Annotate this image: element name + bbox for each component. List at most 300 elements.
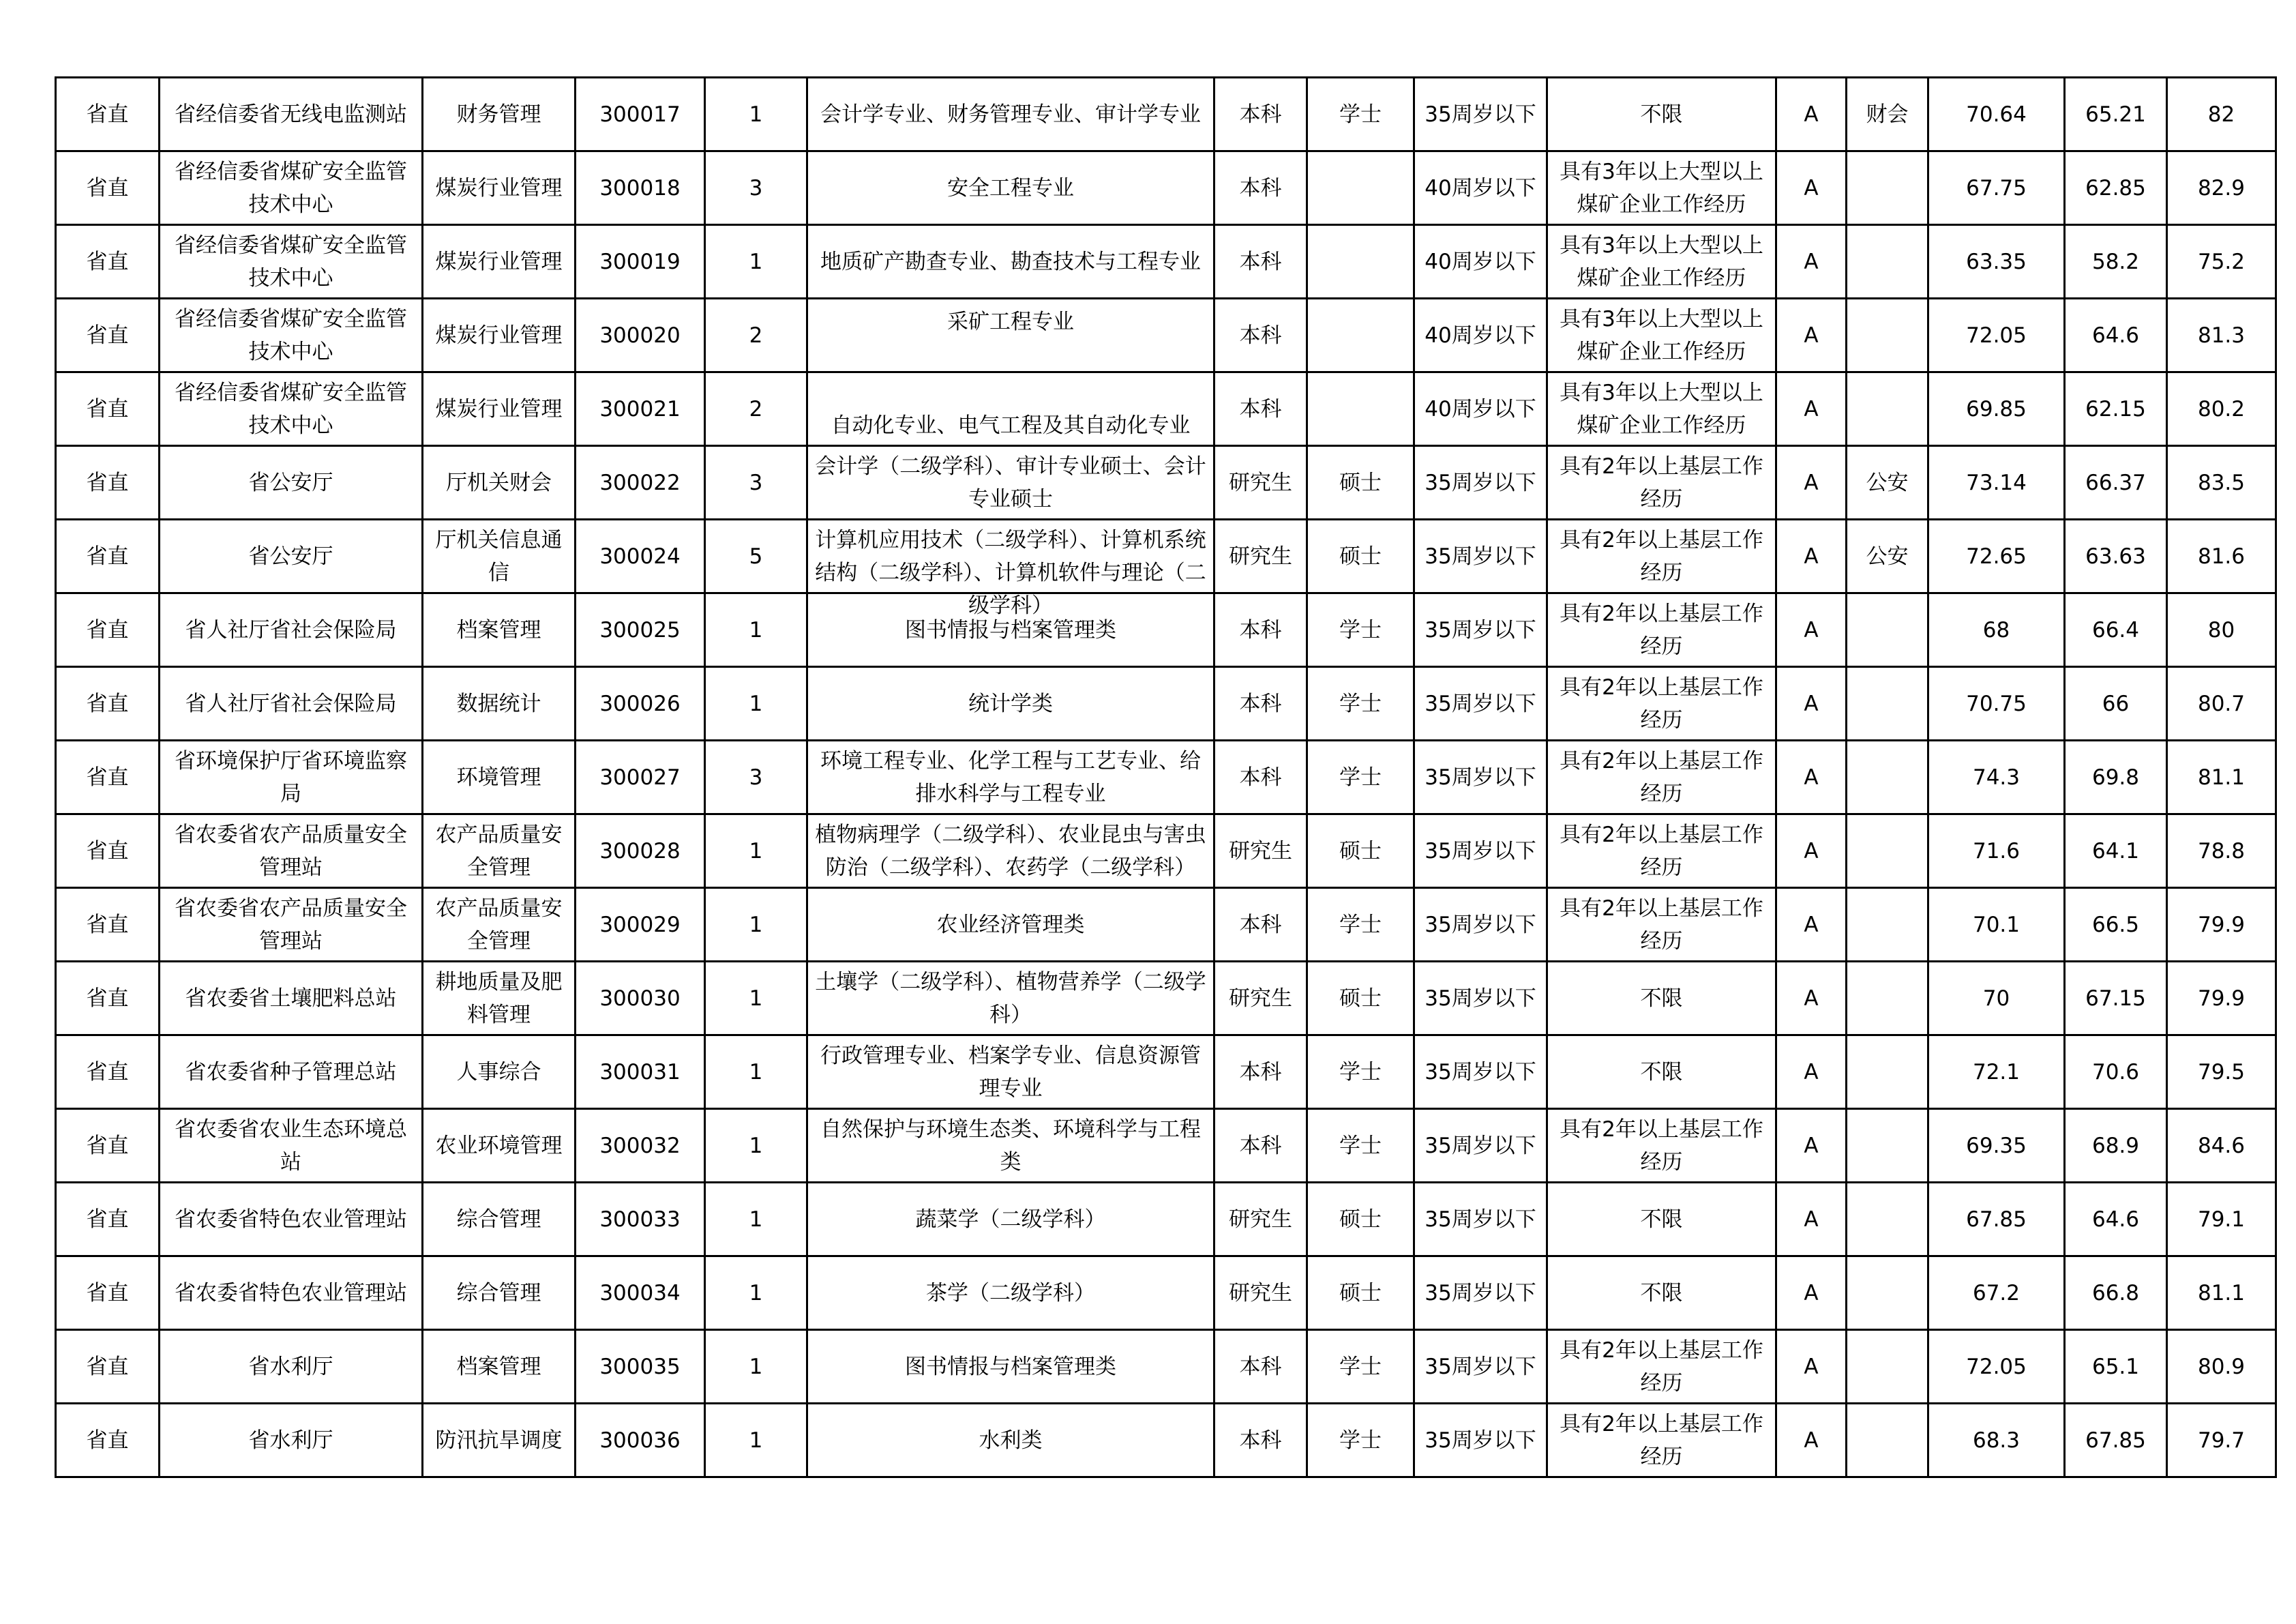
position-cell: [423, 1330, 576, 1404]
position-code-cell-text: 300017: [599, 102, 681, 127]
education-cell: [1214, 1109, 1307, 1183]
age-cell-text: 40周岁以下: [1425, 396, 1536, 422]
score-1-cell-text: 68.3: [1972, 1428, 2021, 1453]
major-cell: [807, 78, 1214, 151]
level-cell-text: 省直: [86, 912, 129, 937]
experience-cell: [1547, 1183, 1776, 1256]
score-1-cell: [1928, 151, 2065, 225]
special-cell: [1847, 1404, 1928, 1477]
degree-cell: [1307, 814, 1414, 888]
score-2-cell-text: 58.2: [2091, 249, 2140, 274]
special-cell: [1847, 225, 1928, 299]
degree-cell-text: 学士: [1339, 1059, 1382, 1084]
position-cell-text: 煤炭行业管理: [435, 396, 563, 422]
position-code-cell-text: 300028: [599, 838, 681, 863]
degree-cell: [1307, 741, 1414, 814]
category-cell-text: A: [1804, 1207, 1819, 1232]
table-row: [56, 1183, 2276, 1256]
score-1-cell-text: 72.1: [1972, 1059, 2021, 1084]
score-3-cell: [2167, 1183, 2276, 1256]
position-cell: [423, 888, 576, 962]
score-2-cell-text: 66.37: [2085, 470, 2146, 495]
hire-count-cell: [705, 667, 807, 741]
degree-cell-text: 硕士: [1339, 470, 1382, 495]
major-cell: [807, 741, 1214, 814]
experience-cell: [1547, 151, 1776, 225]
level-cell: [56, 1183, 160, 1256]
unit-cell-text: 省农委省特色农业管理站: [175, 1280, 407, 1305]
hire-count-cell-text: 1: [749, 691, 763, 716]
degree-cell: [1307, 520, 1414, 593]
age-cell-text: 35周岁以下: [1425, 470, 1536, 495]
position-code-cell: [576, 446, 705, 520]
score-1-cell: [1928, 1035, 2065, 1109]
score-1-cell-text: 72.65: [1966, 544, 2027, 569]
category-cell: [1776, 1183, 1847, 1256]
score-3-cell: [2167, 1256, 2276, 1330]
level-cell: [56, 667, 160, 741]
unit-cell-text: 省水利厅: [248, 1428, 333, 1453]
hire-count-cell-text: 1: [749, 249, 763, 274]
level-cell: [56, 299, 160, 372]
category-cell-text: A: [1804, 691, 1819, 716]
education-cell-text: 研究生: [1229, 470, 1292, 495]
unit-cell-text: 省农委省农产品质量安全管理站: [175, 896, 407, 954]
age-cell: [1414, 741, 1547, 814]
experience-cell-text: 不限: [1640, 986, 1683, 1011]
position-cell: [423, 667, 576, 741]
education-cell-text: 本科: [1239, 691, 1282, 716]
hire-count-cell: [705, 1404, 807, 1477]
table-row: [56, 372, 2276, 446]
position-cell-text: 数据统计: [456, 691, 541, 716]
major-cell-text: 环境工程专业、化学工程与工艺专业、给排水科学与工程专业: [820, 748, 1201, 806]
score-2-cell: [2065, 1109, 2167, 1183]
position-cell-text: 综合管理: [456, 1207, 541, 1232]
unit-cell: [160, 814, 423, 888]
score-1-cell-text: 72.05: [1966, 323, 2027, 348]
major-cell-text: 茶学（二级学科）: [926, 1280, 1095, 1305]
score-3-cell: [2167, 814, 2276, 888]
position-cell-text: 档案管理: [456, 1354, 541, 1379]
education-cell: [1214, 593, 1307, 667]
score-1-cell-text: 74.3: [1972, 765, 2021, 790]
score-2-cell-text: 64.1: [2091, 838, 2140, 863]
score-1-cell-text: 72.05: [1966, 1354, 2027, 1379]
degree-cell-text: 硕士: [1339, 1207, 1382, 1232]
position-cell: [423, 520, 576, 593]
score-3-cell: [2167, 225, 2276, 299]
degree-cell: [1307, 1183, 1414, 1256]
table-row: [56, 1109, 2276, 1183]
level-cell: [56, 446, 160, 520]
position-code-cell-text: 300026: [599, 691, 681, 716]
category-cell: [1776, 446, 1847, 520]
position-cell: [423, 1183, 576, 1256]
score-2-cell-text: 62.85: [2085, 175, 2146, 201]
category-cell: [1776, 225, 1847, 299]
hire-count-cell: [705, 78, 807, 151]
position-code-cell-text: 300033: [599, 1207, 681, 1232]
table-row: [56, 593, 2276, 667]
age-cell: [1414, 225, 1547, 299]
table-row: [56, 1035, 2276, 1109]
major-cell-text: 采矿工程专业: [947, 309, 1074, 334]
education-cell-text: 本科: [1239, 1133, 1282, 1158]
special-cell: [1847, 372, 1928, 446]
experience-cell: [1547, 593, 1776, 667]
level-cell-text: 省直: [86, 838, 129, 863]
table-row: [56, 299, 2276, 372]
table-row: [56, 888, 2276, 962]
unit-cell: [160, 1035, 423, 1109]
category-cell-text: A: [1804, 765, 1819, 790]
age-cell-text: 35周岁以下: [1425, 986, 1536, 1011]
score-2-cell: [2065, 1035, 2167, 1109]
position-cell-text: 厅机关财会: [446, 470, 552, 495]
age-cell-text: 40周岁以下: [1425, 323, 1536, 348]
score-1-cell: [1928, 1109, 2065, 1183]
major-cell-text: 图书情报与档案管理类: [905, 1354, 1116, 1379]
category-cell: [1776, 1404, 1847, 1477]
score-2-cell: [2065, 372, 2167, 446]
special-cell: [1847, 1035, 1928, 1109]
score-1-cell: [1928, 520, 2065, 593]
position-code-cell: [576, 299, 705, 372]
age-cell: [1414, 1109, 1547, 1183]
category-cell: [1776, 299, 1847, 372]
position-code-cell-text: 300035: [599, 1354, 681, 1379]
score-3-cell: [2167, 1330, 2276, 1404]
position-code-cell-text: 300027: [599, 765, 681, 790]
unit-cell-text: 省经信委省煤矿安全监管技术中心: [175, 380, 407, 438]
experience-cell: [1547, 299, 1776, 372]
category-cell: [1776, 741, 1847, 814]
position-code-cell: [576, 372, 705, 446]
score-2-cell: [2065, 1256, 2167, 1330]
hire-count-cell-text: 1: [749, 912, 763, 937]
score-1-cell: [1928, 446, 2065, 520]
position-code-cell-text: 300025: [599, 617, 681, 643]
level-cell: [56, 1404, 160, 1477]
major-cell: [807, 1035, 1214, 1109]
unit-cell: [160, 962, 423, 1035]
score-3-cell-text: 81.1: [2197, 765, 2246, 790]
hire-count-cell: [705, 151, 807, 225]
hire-count-cell: [705, 299, 807, 372]
major-cell-text: 会计学专业、财务管理专业、审计学专业: [820, 102, 1201, 127]
score-2-cell: [2065, 151, 2167, 225]
score-3-cell: [2167, 888, 2276, 962]
category-cell-text: A: [1804, 1280, 1819, 1305]
score-1-cell-text: 71.6: [1972, 838, 2021, 863]
score-2-cell: [2065, 520, 2167, 593]
degree-cell: [1307, 667, 1414, 741]
score-3-cell-text: 75.2: [2197, 249, 2246, 274]
age-cell-text: 40周岁以下: [1425, 175, 1536, 201]
score-1-cell: [1928, 1183, 2065, 1256]
age-cell: [1414, 1256, 1547, 1330]
position-cell-text: 耕地质量及肥料管理: [435, 969, 563, 1027]
age-cell: [1414, 1183, 1547, 1256]
score-3-cell-text: 82.9: [2197, 175, 2246, 201]
unit-cell-text: 省环境保护厅省环境监察局: [175, 748, 407, 806]
position-code-cell-text: 300029: [599, 912, 681, 937]
hire-count-cell-text: 1: [749, 617, 763, 643]
score-1-cell: [1928, 299, 2065, 372]
experience-cell: [1547, 225, 1776, 299]
experience-cell: [1547, 1109, 1776, 1183]
position-code-cell-text: 300032: [599, 1133, 681, 1158]
table-row: [56, 78, 2276, 151]
hire-count-cell: [705, 1256, 807, 1330]
score-3-cell-text: 78.8: [2197, 838, 2246, 863]
score-3-cell: [2167, 520, 2276, 593]
major-cell: [807, 1183, 1214, 1256]
level-cell: [56, 78, 160, 151]
education-cell-text: 研究生: [1229, 1207, 1292, 1232]
experience-cell-text: 具有3年以上大型以上煤矿企业工作经历: [1560, 159, 1763, 217]
hire-count-cell: [705, 888, 807, 962]
experience-cell: [1547, 888, 1776, 962]
score-3-cell-text: 82: [2207, 102, 2235, 127]
major-cell-text: 农业经济管理类: [936, 912, 1085, 937]
education-cell: [1214, 1035, 1307, 1109]
experience-cell-text: 具有2年以上基层工作经历: [1560, 748, 1763, 806]
category-cell-text: A: [1804, 912, 1819, 937]
age-cell-text: 35周岁以下: [1425, 1059, 1536, 1084]
score-1-cell-text: 67.85: [1966, 1207, 2027, 1232]
score-3-cell-text: 79.7: [2197, 1428, 2246, 1453]
score-1-cell: [1928, 1256, 2065, 1330]
hire-count-cell-text: 1: [749, 1428, 763, 1453]
level-cell: [56, 1035, 160, 1109]
special-cell: [1847, 1330, 1928, 1404]
major-cell: [807, 888, 1214, 962]
table-row: [56, 446, 2276, 520]
special-cell: [1847, 1183, 1928, 1256]
score-2-cell: [2065, 741, 2167, 814]
category-cell-text: A: [1804, 544, 1819, 569]
score-3-cell-text: 79.9: [2197, 912, 2246, 937]
score-2-cell-text: 63.63: [2085, 544, 2146, 569]
position-code-cell: [576, 741, 705, 814]
score-3-cell: [2167, 372, 2276, 446]
position-cell: [423, 372, 576, 446]
position-cell-text: 财务管理: [456, 102, 541, 127]
category-cell-text: A: [1804, 470, 1819, 495]
score-3-cell-text: 80.2: [2197, 396, 2246, 422]
degree-cell: [1307, 1256, 1414, 1330]
major-cell-text: 土壤学（二级学科）、植物营养学（二级学科）: [815, 969, 1206, 1027]
hire-count-cell: [705, 814, 807, 888]
age-cell-text: 35周岁以下: [1425, 765, 1536, 790]
score-1-cell-text: 69.35: [1966, 1133, 2027, 1158]
education-cell-text: 本科: [1239, 102, 1282, 127]
score-2-cell: [2065, 667, 2167, 741]
score-2-cell: [2065, 814, 2167, 888]
unit-cell: [160, 1183, 423, 1256]
hire-count-cell-text: 1: [749, 838, 763, 863]
experience-cell: [1547, 1035, 1776, 1109]
position-cell: [423, 741, 576, 814]
category-cell-text: A: [1804, 323, 1819, 348]
unit-cell: [160, 1404, 423, 1477]
special-cell: [1847, 520, 1928, 593]
score-3-cell: [2167, 667, 2276, 741]
unit-cell: [160, 888, 423, 962]
education-cell: [1214, 667, 1307, 741]
education-cell: [1214, 741, 1307, 814]
hire-count-cell-text: 5: [749, 544, 763, 569]
score-1-cell-text: 67.75: [1966, 175, 2027, 201]
education-cell: [1214, 814, 1307, 888]
score-1-cell: [1928, 1330, 2065, 1404]
education-cell-text: 研究生: [1229, 838, 1292, 863]
score-2-cell: [2065, 1404, 2167, 1477]
education-cell: [1214, 1183, 1307, 1256]
table-row: [56, 667, 2276, 741]
score-1-cell-text: 70.64: [1966, 102, 2027, 127]
position-cell: [423, 1035, 576, 1109]
unit-cell-text: 省水利厅: [248, 1354, 333, 1379]
hire-count-cell: [705, 593, 807, 667]
unit-cell-text: 省经信委省煤矿安全监管技术中心: [175, 233, 407, 291]
position-cell: [423, 151, 576, 225]
education-cell-text: 本科: [1239, 323, 1282, 348]
education-cell: [1214, 299, 1307, 372]
recruitment-table: [55, 76, 2277, 1478]
age-cell: [1414, 446, 1547, 520]
age-cell: [1414, 593, 1547, 667]
table-row: [56, 1256, 2276, 1330]
position-code-cell: [576, 962, 705, 1035]
experience-cell-text: 具有2年以上基层工作经历: [1560, 601, 1763, 659]
age-cell-text: 35周岁以下: [1425, 617, 1536, 643]
position-code-cell: [576, 667, 705, 741]
hire-count-cell-text: 1: [749, 1354, 763, 1379]
score-1-cell-text: 73.14: [1966, 470, 2027, 495]
experience-cell: [1547, 741, 1776, 814]
degree-cell: [1307, 593, 1414, 667]
unit-cell-text: 省公安厅: [248, 470, 333, 495]
position-cell: [423, 225, 576, 299]
table-row: [56, 151, 2276, 225]
education-cell: [1214, 446, 1307, 520]
position-code-cell-text: 300036: [599, 1428, 681, 1453]
score-3-cell-text: 79.9: [2197, 986, 2246, 1011]
category-cell-text: A: [1804, 617, 1819, 643]
hire-count-cell-text: 1: [749, 986, 763, 1011]
unit-cell-text: 省人社厅省社会保险局: [185, 691, 397, 716]
special-cell: [1847, 667, 1928, 741]
score-3-cell-text: 84.6: [2197, 1133, 2246, 1158]
hire-count-cell-text: 1: [749, 102, 763, 127]
score-3-cell-text: 79.5: [2197, 1059, 2246, 1084]
score-3-cell-text: 81.3: [2197, 323, 2246, 348]
category-cell: [1776, 667, 1847, 741]
special-cell-text: 公安: [1866, 544, 1909, 569]
position-code-cell-text: 300018: [599, 175, 681, 201]
education-cell-text: 本科: [1239, 617, 1282, 643]
education-cell-text: 本科: [1239, 1428, 1282, 1453]
score-2-cell-text: 67.15: [2085, 986, 2146, 1011]
hire-count-cell-text: 2: [749, 396, 763, 422]
degree-cell: [1307, 372, 1414, 446]
hire-count-cell: [705, 1330, 807, 1404]
position-cell-text: 环境管理: [456, 765, 541, 790]
category-cell-text: A: [1804, 1428, 1819, 1453]
hire-count-cell: [705, 520, 807, 593]
unit-cell: [160, 667, 423, 741]
unit-cell-text: 省经信委省无线电监测站: [175, 102, 407, 127]
level-cell: [56, 520, 160, 593]
position-code-cell: [576, 1183, 705, 1256]
degree-cell: [1307, 1330, 1414, 1404]
unit-cell: [160, 1109, 423, 1183]
level-cell: [56, 372, 160, 446]
major-cell-text: 蔬菜学（二级学科）: [915, 1207, 1106, 1232]
score-2-cell: [2065, 962, 2167, 1035]
score-3-cell: [2167, 593, 2276, 667]
category-cell: [1776, 962, 1847, 1035]
special-cell: [1847, 299, 1928, 372]
experience-cell: [1547, 814, 1776, 888]
level-cell-text: 省直: [86, 249, 129, 274]
degree-cell-text: 学士: [1339, 1354, 1382, 1379]
degree-cell: [1307, 299, 1414, 372]
position-cell: [423, 1256, 576, 1330]
level-cell-text: 省直: [86, 175, 129, 201]
level-cell-text: 省直: [86, 470, 129, 495]
category-cell: [1776, 78, 1847, 151]
degree-cell-text: 学士: [1339, 912, 1382, 937]
level-cell-text: 省直: [86, 1354, 129, 1379]
unit-cell: [160, 593, 423, 667]
position-code-cell: [576, 1256, 705, 1330]
age-cell-text: 35周岁以下: [1425, 102, 1536, 127]
age-cell-text: 35周岁以下: [1425, 1428, 1536, 1453]
level-cell: [56, 225, 160, 299]
position-code-cell-text: 300024: [599, 544, 681, 569]
education-cell: [1214, 78, 1307, 151]
score-3-cell: [2167, 299, 2276, 372]
age-cell: [1414, 78, 1547, 151]
experience-cell: [1547, 1256, 1776, 1330]
position-code-cell: [576, 1035, 705, 1109]
degree-cell: [1307, 1404, 1414, 1477]
score-2-cell-text: 66.8: [2091, 1280, 2140, 1305]
unit-cell-text: 省农委省特色农业管理站: [175, 1207, 407, 1232]
major-cell: [807, 520, 1214, 618]
major-cell-text: 水利类: [979, 1428, 1043, 1453]
unit-cell: [160, 520, 423, 593]
special-cell: [1847, 151, 1928, 225]
level-cell: [56, 962, 160, 1035]
education-cell: [1214, 151, 1307, 225]
score-2-cell: [2065, 888, 2167, 962]
unit-cell: [160, 741, 423, 814]
level-cell-text: 省直: [86, 691, 129, 716]
special-cell: [1847, 962, 1928, 1035]
major-cell: [807, 446, 1214, 520]
education-cell-text: 研究生: [1229, 1280, 1292, 1305]
major-cell: [807, 1330, 1214, 1404]
age-cell: [1414, 1330, 1547, 1404]
position-code-cell: [576, 814, 705, 888]
age-cell-text: 35周岁以下: [1425, 912, 1536, 937]
major-cell: [807, 151, 1214, 225]
